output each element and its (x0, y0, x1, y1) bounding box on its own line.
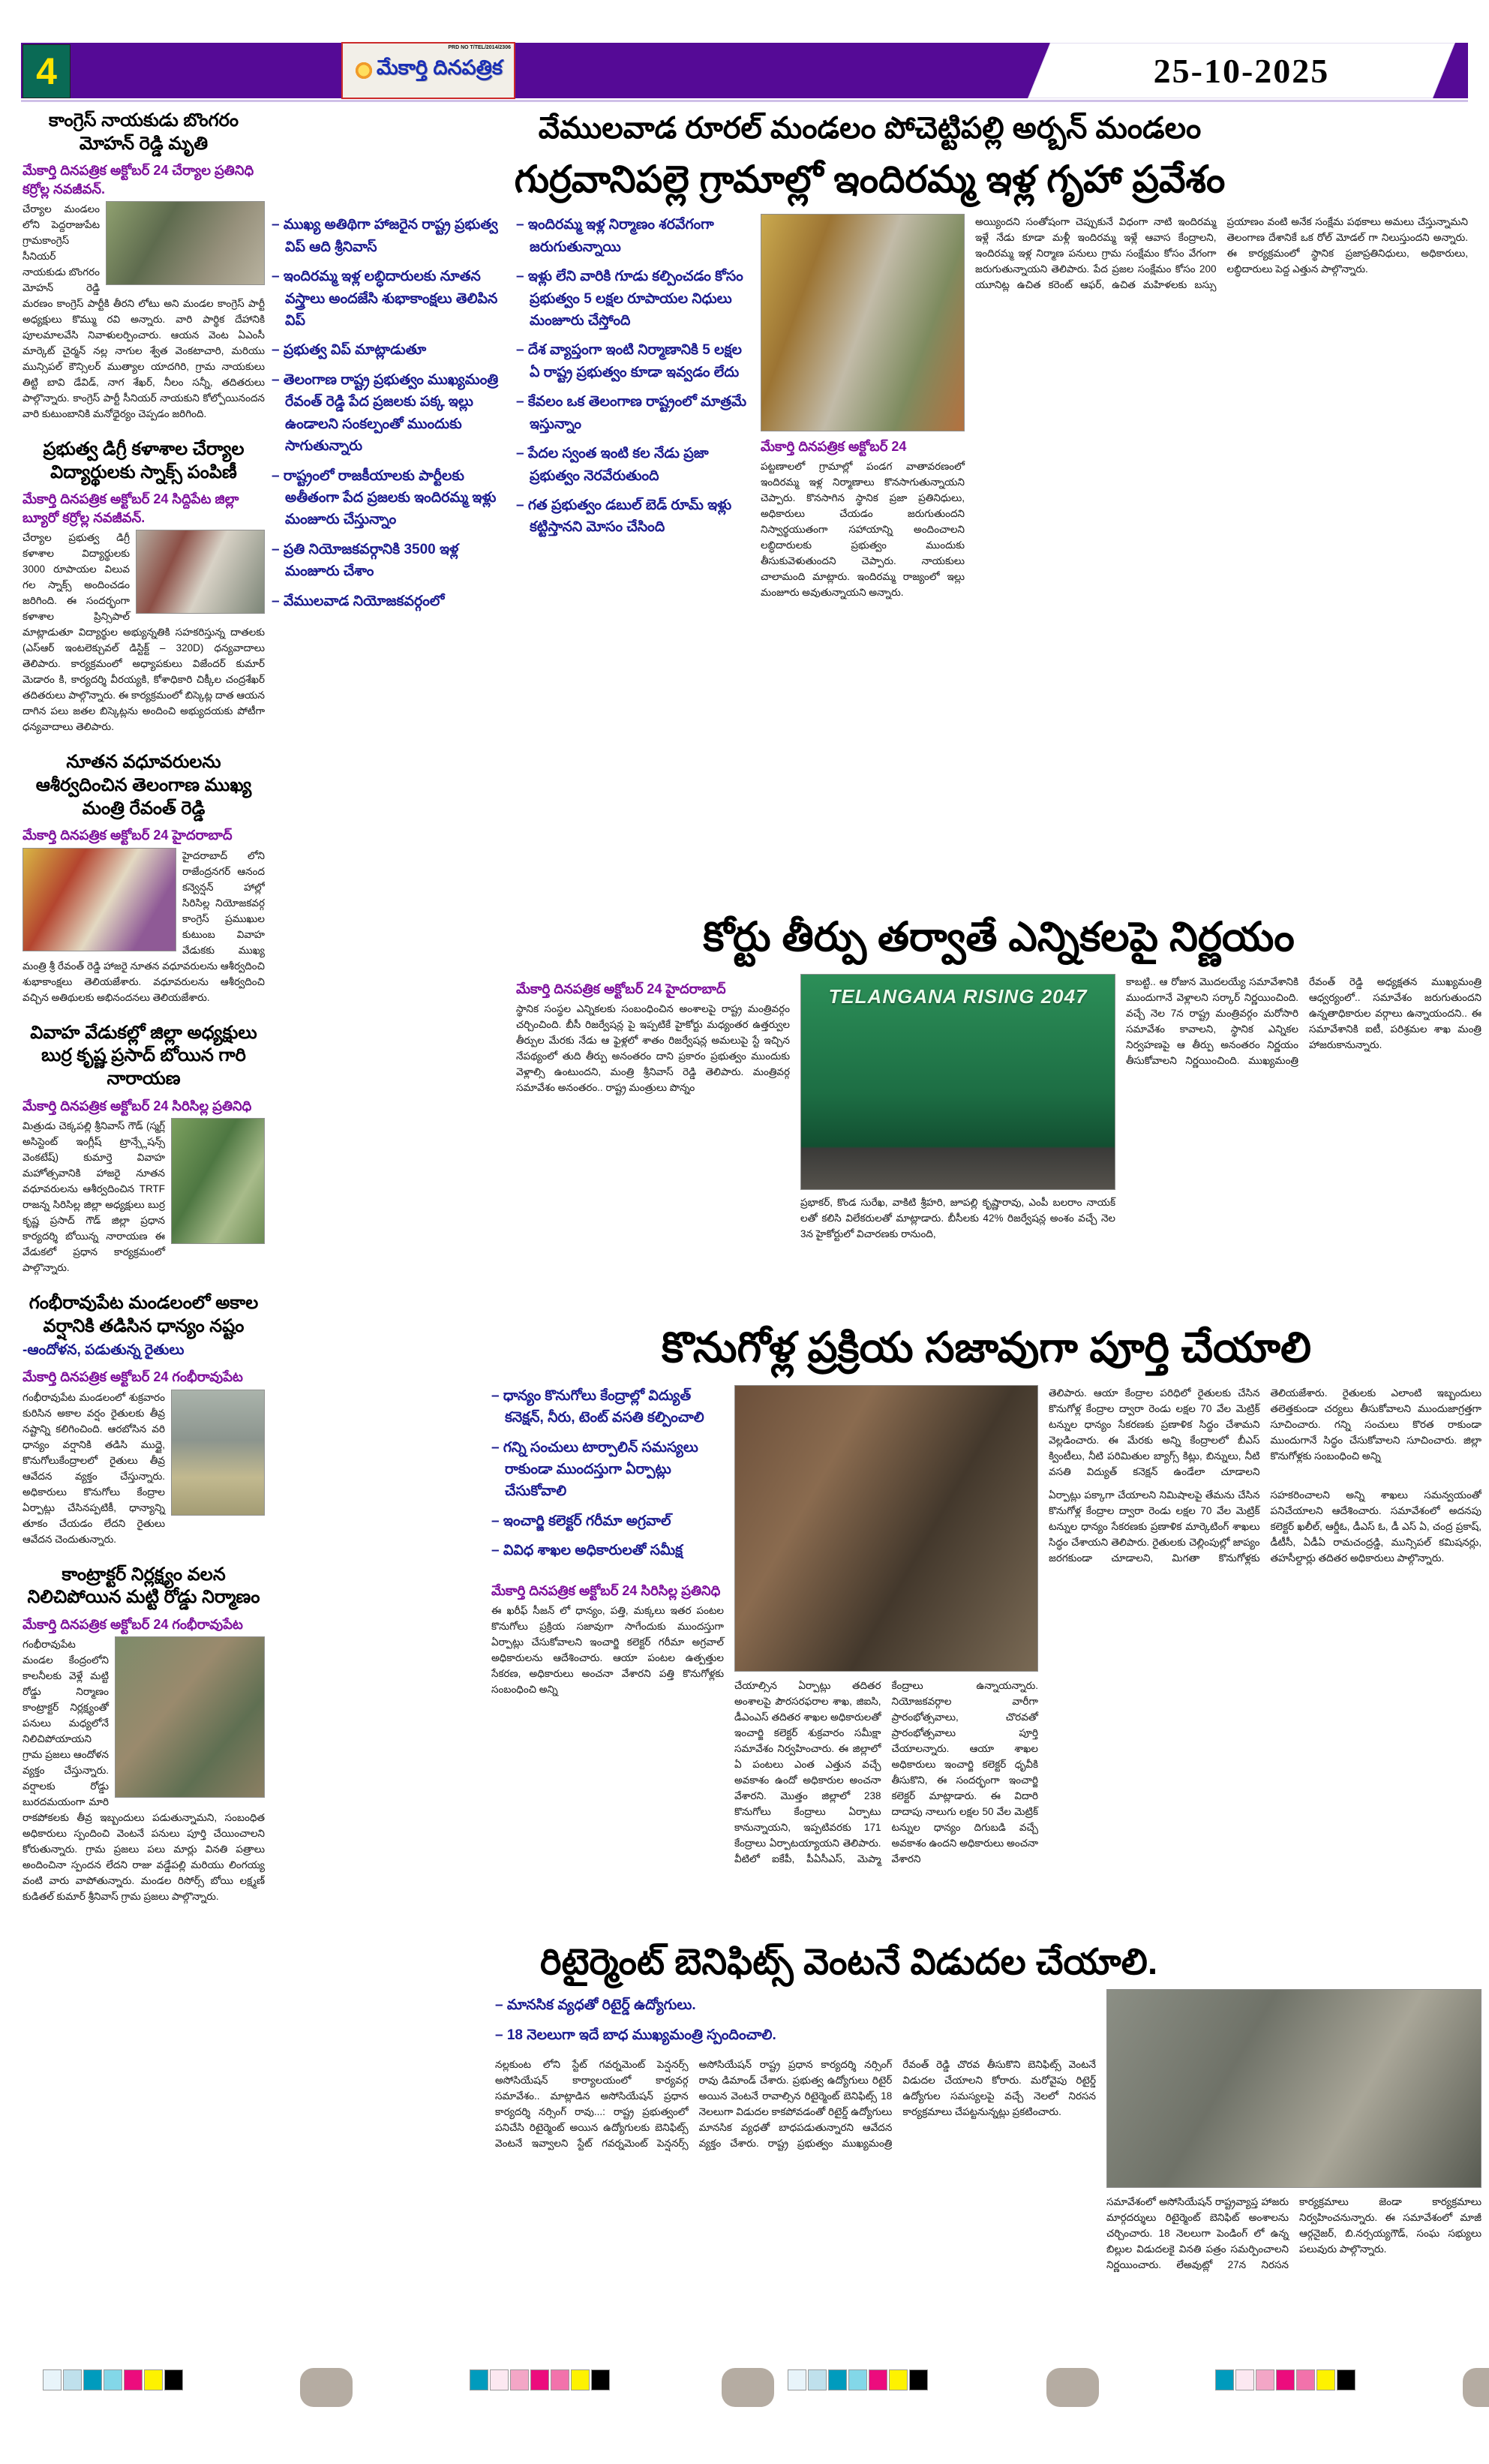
bullet-item: – ప్రతి నియోజకవర్గానికి 3500 ఇళ్ల మంజూరు చేశాం (285, 539, 506, 583)
color-swatch (124, 2369, 143, 2390)
issue-date: 25-10-2025 (1153, 51, 1330, 90)
procurement-body-right: తెలిపారు. ఆయా కేంద్రాల పరిధిలో రైతులకు చేసిన కొనుగోళ్ల కేంద్రాల ద్వారా రెండు లక్షల 70 వేల మెట్రిక్ టన్నుల ధాన్యం సేకరణకు ప్రణాళిక సిద్ధం చేశామని వెల్లడించారు. ఈ మేరకు అన్ని కేంద్రాలలో బీఎస్ క్వింటీలు, నీటి పరిమితుల బ్యాగ్స్ కిట్లు, బిన్నులు, నీటి వసతి విద్యుత్ కనెక్షన్ ఉండేలా చూడాలని తెలియజేశారు. రైతులకు ఎలాంటి ఇబ్బందులు తలెత్తకుండా చర్యలు తీసుకోవాలని ముందుజాగ్రత్తగా సూచించారు. గన్ని సంచులు కొరత రాకుండా ముందుగానే సిద్ధం చేసుకోవాలని సూచించారు. జిల్లా కొనుగోళ్లకు సంబంధించి అన్ని (1049, 1387, 1481, 1477)
page-number (23, 44, 71, 98)
page-number-text: 4 (36, 50, 57, 92)
retirement-body-left: నల్లకుంట లోని స్టేట్ గవర్నమెంట్ పెన్షనర్స్ అసోసియేషన్ కార్యాలయంలో కార్యవర్గ సమావేశం.. మాట్లాడిన అసోసియేషన్ ప్రధాన కార్యదర్శి నర్సింగ్ రావు...: రాష్ట్ర ప్రభుత్వంలో పనిచేసి రిటైర్మెంట్ అయిన ఉద్యోగులకు బెనిఫిట్స్ వెంటనే ఇవ్వాలని స్టేట్ గవర్నమెంట్ పెన్షనర్స్ అసోసియేషన్ రాష్ట్ర ప్రధాన కార్యదర్శి నర్సింగ్ రావు డిమాండ్ చేశారు. ప్రభుత్వ ఉద్యోగులు రిటైర్ అయిన వెంటనే రావాల్సిన రిటైర్మెంట్ బెనిఫిట్స్ 18 నెలలుగా విడుదల కాకపోవడంతో రిటైర్డ్ ఉద్యోగులు మానసిక వ్యధతో బాధపడుతున్నారని ఆవేదన వ్యక్తం చేశారు. రాష్ట్ర ప్రభుత్వం ముఖ్యమంత్రి రేవంత్ రెడ్డి చొరవ తీసుకొని బెనిఫిట్స్ వెంటనే విడుదల చేయాలని కోరారు. మరోవైపు రిటైర్డ్ ఉద్యోగుల సమస్యలపై వచ్చే నెలలో నిరసన కార్యక్రమాలు చేపట్టనున్నట్లు ప్రకటించారు. (495, 2059, 1096, 2150)
photo-pensioners-meeting (1106, 1989, 1481, 2188)
lead-photo-dateline: మేకార్తి దినపత్రిక అక్టోబర్ 24 (761, 439, 907, 455)
bullet-item: – తెలంగాణ రాష్ట్ర ప్రభుత్వం ముఖ్యమంత్రి రేవంత్ రెడ్డి పేద ప్రజలకు పక్క ఇల్లు ఉండాలని సంకల్పంతో ముందుకు సాగుతున్నారు (285, 369, 506, 458)
procurement-body-left: ఈ ఖరీఫ్ సీజన్ లో ధాన్యం, పత్తి, మక్కలు ఇతర పంటల కొనుగోలు ప్రక్రియ సజావుగా సాగేందుకు ముందస్తుగా ఏర్పాట్లు చేసుకోవాలని ఇంచార్జి కలెక్టర్ గరీమా అగ్రవాల్ అధికారులను ఆదేశించారు. ఆయా పంటల ఉత్పత్తుల సేకరణ, అధికారులు అంచనా వేశారని పత్తి కొనుగోళ్లకు సంబంధించి అన్ని (491, 1605, 724, 1696)
date-plate (1028, 43, 1455, 98)
photo-funeral-tribute (106, 201, 265, 285)
photo-mud-road (115, 1636, 265, 1798)
color-swatch (1296, 2369, 1315, 2390)
bullet-item: – మానసిక వ్యధతో రిటైర్డ్ ఉద్యోగులు. (509, 1994, 1481, 2016)
masthead-logo (341, 42, 515, 99)
photo-wet-paddy (171, 1390, 265, 1516)
article-stalled-road-work (23, 1564, 265, 1905)
color-bar-group (788, 2369, 928, 2390)
color-swatch (591, 2369, 610, 2390)
registration-capsule (1046, 2368, 1099, 2407)
article-district-presidents-wedding (23, 1022, 265, 1276)
article-dateline: మేకార్తి దినపత్రిక అక్టోబర్ 24 గంభీరావుపేట (23, 1617, 243, 1633)
bullet-item: – ముఖ్య అతిథిగా హాజరైన రాష్ట్ర ప్రభుత్వ విప్ ఆది శ్రీనివాస్ (285, 214, 506, 258)
article-dateline: మేకార్తి దినపత్రిక అక్టోబర్ 24 గంభీరావుపేట (23, 1369, 243, 1385)
article-headline: గంభీరావుపేట మండలంలో అకాల వర్షానికి తడిసిన ధాన్యం నష్టం (29, 1292, 259, 1336)
registration-capsule (300, 2368, 353, 2407)
color-swatch (808, 2369, 827, 2390)
article-snacks-distribution (23, 438, 265, 735)
article-rain-damaged-paddy (23, 1292, 265, 1547)
lead-headline-line2: గుర్రవానిపల్లె గ్రామాల్లో ఇందిరమ్మ ఇళ్ల గృహా ప్రవేశం (514, 158, 1226, 201)
lead-body-col2: అయ్యిందని సంతోషంగా చెప్పుకునే విధంగా నాటి ఇందిరమ్మ ఇళ్లే నేడు కూడా మళ్లీ ఇందిరమ్మ ఇళ్లే ఆవాస కేంద్రాలని, ఇందిరమ్మ ఇళ్ల నిర్మాణ పనులు గ్రామ సంక్షేమం కోసం వేగంగా జరుగుతున్నాయని తెలిపారు. పేద ప్రజల సంక్షేమం కోసం 200 యూనిట్ల ఉచిత కరెంట్ ఆఫర్, ఉచిత మహిళలకు బస్సు ప్రయాణం వంటి అనేక సంక్షేమ పథకాలు అమలు చేస్తున్నామని తెలంగాణ దేశానికే ఒక రోల్ మోడల్ గా నిలుస్తుందని అన్నారు. ఈ కార్యక్రమంలో స్థానిక ప్రజాప్రతినిధులు, అధికారులు, లబ్ధిదారులు పెద్ద ఎత్తున పాల్గొన్నారు. (975, 216, 1468, 291)
article-headline: నూతన వధూవరులను ఆశీర్వదించిన తెలంగాణ ముఖ్య మంత్రి రేవంత్ రెడ్డి (35, 752, 252, 819)
color-swatch (104, 2369, 122, 2390)
lead-bullets-col1 (272, 214, 506, 620)
procurement-headline: కొనుగోళ్ల ప్రక్రియ సజావుగా పూర్తి చేయాలి (661, 1324, 1312, 1371)
header-underline (21, 100, 1468, 102)
color-swatch (788, 2369, 806, 2390)
article-headline: కాంట్రాక్టర్ నిర్లక్ష్యం వలన నిలిచిపోయిన మట్టి రోడ్డు నిర్మాణం (27, 1564, 260, 1608)
photo-press-meet-telangana-rising (800, 974, 1115, 1190)
bullet-item: – గత ప్రభుత్వం డబుల్ బెడ్ రూమ్ ఇళ్లు కట్టిస్తానని మోసం చేసింది (530, 494, 750, 539)
color-swatch (164, 2369, 183, 2390)
procurement-photo-column (734, 1385, 1038, 1867)
article-body: మిత్రుడు చెక్కపల్లి శ్రీనివాస్ గౌడ్ (స్మగ్ల్ అసిస్టెంట్ ఇంగ్లీష్ ట్రాన్స్లేషన్స్ వెంకటేష్) కుమార్తె వివాహ మహోత్సవానికి హాజరై నూతన వధూవరులను ఆశీర్వదించిన TRTF రాజన్న సిరిసిల్ల జిల్లా అధ్యక్షులు బుర్ర కృష్ణ ప్రసాద్ గౌడ్ జిల్లా ప్రధాన కార్యదర్శి బోయిన్న నారాయణ ఈ వేడుకలో ప్రధాన కార్యక్రమంలో పాల్గొన్నారు. (23, 1118, 265, 1276)
color-swatch (43, 2369, 62, 2390)
court-photo-caption: ప్రభాకర్, కొండ సురేఖ, వాకిటి శ్రీహరి, జూపల్లి కృష్ణారావు, ఎంపీ బలరాం నాయక్ లతో కలిసి విలేకరులతో మాట్లాడారు. బీసీలకు 42% రిజర్వేషన్ల అంశం వచ్చే నెల 3న హైకోర్టులో విచారణకు రానుంది, (800, 1197, 1115, 1240)
article-retirement-benefits (495, 1940, 1481, 2358)
article-headline: వివాహ వేడుకల్లో జిల్లా అధ్యక్షులు బుర్ర కృష్ణ ప్రసాద్ బోయిన గారి నారాయణ (30, 1022, 257, 1089)
color-swatch (1215, 2369, 1234, 2390)
procurement-bullets-column (491, 1385, 724, 1697)
procurement-dateline: మేకార్తి దినపత్రిక అక్టోబర్ 24 సిరిసిల్ల ప్రతినిధి (491, 1582, 721, 1598)
left-column (23, 110, 265, 2360)
color-swatch (490, 2369, 509, 2390)
lead-bullets-col2 (516, 214, 750, 546)
color-swatch (848, 2369, 867, 2390)
bullet-item: – ప్రభుత్వ విప్ మాట్లాడుతూ (285, 339, 506, 361)
color-swatch (1316, 2369, 1335, 2390)
court-left-column (516, 974, 790, 1095)
article-body: గంభీరావుపేట మండలంలో శుక్రవారం కురిసిన అకాల వర్షం రైతులకు తీవ్ర నష్టాన్ని కలిగించింది. ఆరబోసిన వరి ధాన్యం వర్షానికి తడిసి ముద్దై, కొనుగోలుకేంద్రాలలో రైతులు తీవ్ర ఆవేదన వ్యక్తం చేస్తున్నారు. అధికారులు కొనుగోలు కేంద్రాల ఏర్పాట్లు చేసినప్పటికీ, ధాన్యాన్ని తూకం చేయడం లేదని రైతులు ఆవేదన చెందుతున్నారు. (23, 1390, 265, 1547)
color-swatch (530, 2369, 549, 2390)
bullet-item: – వివిధ శాఖల అధికారులతో సమీక్ష (505, 1540, 724, 1561)
court-photo-column (800, 974, 1115, 1242)
article-court-verdict-elections (516, 912, 1481, 1318)
photo-wedding-guests (171, 1118, 265, 1244)
color-swatch (83, 2369, 102, 2390)
bullet-item: – వేములవాడ నియోజకవర్గంలో (285, 590, 506, 612)
color-bar-group (43, 2369, 183, 2390)
color-swatch (144, 2369, 163, 2390)
article-headline: కాంగ్రెస్ నాయకుడు బొంగరం మోహన్ రెడ్డి మృతి (48, 110, 239, 154)
lead-headline-line1: వేములవాడ రూరల్ మండలం పోచెట్టిపల్లి అర్బన్ మండలం (538, 112, 1202, 145)
bullet-item: – ఇళ్లు లేని వారికి గూడు కల్పించడం కోసం ప్రభుత్వం 5 లక్షల రూపాయల నిధులు మంజూరు చేస్తోంది (530, 266, 750, 332)
photo-collector-review-meeting (734, 1385, 1038, 1672)
photo-backdrop-text: TELANGANA RISING 2047 (828, 985, 1088, 1008)
article-cm-blesses-couple (23, 751, 265, 1005)
photo-snacks-distribution (136, 530, 265, 614)
color-swatch (909, 2369, 928, 2390)
color-swatch (1337, 2369, 1355, 2390)
court-body-left: స్థానిక సంస్థల ఎన్నికలకు సంబంధించిన అంశాలపై రాష్ట్ర మంత్రివర్గం చర్చించింది. బీసీ రిజర్వేషన్ల పై ఇప్పటికే హైకోర్టు మధ్యంతర ఉత్తర్వుల తీర్పుల మేరకు నేడు ఆ ఫైళ్లలో శాతం రిజర్వేషన్ల అమలుపై స్టే ఇచ్చిన నేపథ్యంలో తుది తీర్పు అనంతరం దాని ప్రకారం ప్రభుత్వం ముందుకు వెళ్లాల్సి ఉంటుందని, మంత్రి శ్రీనివాస్ రెడ్డి తెలిపారు. మంత్రివర్గ సమావేశం అనంతరం.. రాష్ట్ర మంత్రులు పొన్నం (516, 1003, 790, 1094)
article-indiramma-housewarming (272, 110, 1468, 906)
retirement-body-right: సమావేశంలో అసోసియేషన్ రాష్ట్రవ్యాప్త హాజరు మార్గదర్శులు రిటైర్మెంట్ బెనిఫిట్ అంశాలను చర్చించారు. 18 నెలలుగా పెండింగ్ లో ఉన్న బిల్లుల విడుదలకై వినతి పత్రం సమర్పించాలని నిర్ణయించారు. లేఅవుట్లో 27న నిరసన కార్యక్రమాలు జెండా కార్యక్రమాలు నిర్వహించనున్నారు. ఈ సమావేశంలో మాజీ ఆర్గనైజర్, బి.నర్సయ్యగౌడ్, సంఘ సభ్యులు పలువురు పాల్గొన్నారు. (1106, 2196, 1481, 2271)
retirement-headline: రిటైర్మెంట్ బెనిఫిట్స్ వెంటనే విడుదల చేయాలి. (540, 1943, 1158, 1982)
color-swatch (470, 2369, 488, 2390)
color-bar-group (470, 2369, 610, 2390)
color-swatch (551, 2369, 569, 2390)
article-dateline: మేకార్తి దినపత్రిక అక్టోబర్ 24 చేర్యాల ప్రతినిధి కర్రోల్ల నవజీవన్. (23, 163, 254, 197)
article-body: చేర్యాల ప్రభుత్వ డిగ్రీ కళాశాల విద్యార్థులకు 3000 రూపాయల విలువ గల స్నాక్స్ అందించడం జరిగింది. ఈ సందర్భంగా కళాశాల ప్రిన్సిపాల్ మాట్లాడుతూ విద్యార్థుల అభ్యున్నతికి సహకరిస్తున్న దాతలకు (ఎస్ఆర్ ఇంటలెక్చువల్ డిస్టిక్ట్ – 320D) ధన్యవాదాలు తెలిపారు. కార్యక్రమంలో అధ్యాపకులు విజేందర్ కుమార్ మెడారం కి, కార్యదర్శి వీరయ్యకి, కోశాధికారి చిక్కీల చంద్రశేఖర్ తదితరులు పాల్గొన్నారు. ఈ కార్యక్రమంలో బిస్కెట్ల దాత ఆయన దాగిన పలు జతల బిస్కెట్లను అందించి అభ్యుదయకు పోటీగా ధన్యవాదాలు తెలిపారు. (23, 530, 265, 735)
color-swatch (889, 2369, 908, 2390)
photo-housewarming (761, 214, 965, 431)
procurement-body-mid: చేయాల్సిన ఏర్పాట్లు తదితర అంశాలపై పౌరసరఫరాల శాఖ, జిఐసి, డీఎంఎస్ తదితర శాఖల అధికారులతో ఇంచార్జి కలెక్టర్ శుక్రవారం సమీక్షా సమావేశం నిర్వహించారు. ఈ జిల్లాలో ఏ పంటలు ఎంత ఎత్తున వచ్చే అవకాశం ఉందో అధికారుల అంచనా వేశారని. మొత్తం జిల్లాలో 238 కొనుగోలు కేంద్రాలు ఏర్పాటు కానున్నాయని, ఇప్పటివరకు 171 కేంద్రాలు ఏర్పాటయ్యాయని తెలిపారు. వీటిలో ఐకేపీ, పీఏసీఎస్, మెప్మా కేంద్రాలు ఉన్నాయన్నారు. నియోజకవర్గాల వారీగా ప్రారంభోత్సవాలు, చొరవతో ప్రారంభోత్సవాలు పూర్తి చేయాలన్నారు. ఆయా శాఖల అధికారులు ఇంచార్జి కలెక్టర్ ధృవీకి తీసుకొని, ఈ సందర్భంగా ఇంచార్జి కలెక్టర్ మాట్లాడారు. ఈ విదారి దాదాపు నాలుగు లక్షల 50 వేల మెట్రిక్ టన్నుల ధాన్యం దిగుబడి వచ్చే అవకాశం ఉందని అధికారులు అంచనా వేశారని (734, 1679, 1038, 1865)
bullet-item: – ఇంచార్జి కలెక్టర్ గరీమా అగ్రవాల్ (505, 1510, 724, 1532)
color-swatch (1235, 2369, 1254, 2390)
color-swatch (571, 2369, 590, 2390)
bullet-item: – పేదల స్వంత ఇంటి కల నేడు ప్రజా ప్రభుత్వం నెరవేరుతుంది (530, 443, 750, 487)
color-swatch (869, 2369, 887, 2390)
bullet-item: – గన్ని సంచులు టార్పాలిన్ సమస్యలు రాకుండా ముందస్తుగా ఏర్పాట్లు చేసుకోవాలి (505, 1437, 724, 1503)
bullet-item: – ఇందిరమ్మ ఇళ్ల నిర్మాణం శరవేగంగా జరుగుతున్నాయి (530, 214, 750, 258)
sun-logo-icon (354, 61, 374, 80)
court-body-right: కాబట్టి.. ఆ రోజున మొదలయ్యే సమావేశానికి ముందుగానే వెళ్లాలని సర్కార్ నిర్ణయించింది. వచ్చే నెల 7న రాష్ట్ర మంత్రివర్గం మరోసారి సమావేశం కావాలని, స్థానిక ఎన్నికల నిర్వహణపై ఆ తీర్పు అనంతరం నిర్ణయం తీసుకోవాలని నిర్ణయించింది. ముఖ్యమంత్రి రేవంత్ రెడ్డి అధ్యక్షతన ముఖ్యమంత్రి ఆధ్వర్యంలో.. సమావేశం జరుగుతుందని ఉన్నతాధికారుల వర్గాలు ఉన్నాయందని.. ఈ సమావేశానికి ఐటీ, పరిశ్రమల శాఖ మంత్రి హాజరుకానున్నారు. (1126, 976, 1481, 1067)
masthead-title: మేకార్తి దినపత్రిక (377, 56, 503, 79)
procurement-body-far: ఏర్పాట్లు పక్కాగా చేయాలని నిమిషాలపై తేమను చేసిన కొనుగోళ్ల కేంద్రాల ద్వారా రెండు లక్షల 70 వేల మెట్రిక్ టన్నుల ధాన్యం సేకరణకు ప్రణాళిక మార్కెటింగ్ శాఖలు సిద్ధం చేశాయని తెలిపారు. రైతులకు చెల్లింపుల్లో జాప్యం జరగకుండా చూడాలని, మిగతా కొనుగోళ్లకు సహకరించాలని అన్ని శాఖలు సమన్వయంతో పనిచేయాలని ఆదేశించారు. సమావేశంలో అదనపు కలెక్టర్ ఖలీల్, ఆర్డీఓ, డీఎస్ ఓ, డీ ఎస్ ఏ, చంద్ర ప్రకాష్, డీటీసీ, ఏడీఏ రామచంద్రడ్డి, మున్సిపల్ కమిషనర్లు, తహసీల్దార్లు తదితర అధికారులు పాల్గొన్నారు. (1049, 1489, 1481, 1564)
court-dateline: మేకార్తి దినపత్రిక అక్టోబర్ 24 హైదరాబాద్ (516, 981, 726, 997)
print-registration-marks (0, 2369, 1489, 2414)
color-swatch (63, 2369, 82, 2390)
article-procurement-review (491, 1321, 1481, 1934)
bullet-item: – 18 నెలలుగా ఇదే బాధ ముఖ్యమంత్రి స్పందించాలి. (509, 2024, 1481, 2046)
article-dateline: మేకార్తి దినపత్రిక అక్టోబర్ 24 సిరిసిల్ల ప్రతినిధి (23, 1098, 252, 1113)
retirement-photo-column (1106, 2057, 1481, 2273)
bullet-item: – దేశ వ్యాప్తంగా ఇంటి నిర్మాణానికి 5 లక్షల ఏ రాష్ట్ర ప్రభుత్వం కూడా ఇవ్వడం లేదు (530, 339, 750, 383)
procurement-bullets (491, 1385, 724, 1562)
article-congress-leader-death (23, 110, 265, 422)
article-dateline: మేకార్తి దినపత్రిక అక్టోబర్ 24 హైదరాబాద్ (23, 828, 233, 843)
bullet-item: – కేవలం ఒక తెలంగాణ రాష్ట్రంలో మాత్రమే ఇస్తున్నాం (530, 391, 750, 435)
photo-cm-wedding (23, 848, 176, 951)
bullet-item: – ఇందిరమ్మ ఇళ్ల లబ్ధిదారులకు నూతన వస్త్రాలు అందజేసి శుభాకాంక్షలు తెలిపిన విప్ (285, 266, 506, 332)
color-swatch (828, 2369, 847, 2390)
article-body: గంభీరావుపేట మండల కేంద్రంలోని కాలనీలకు వెళ్లే మట్టి రోడ్డు నిర్మాణం కాంట్రాక్టర్ నిర్లక్ష్యంతో పనులు మధ్యలోనే నిలిచిపోయాయని గ్రామ ప్రజలు ఆందోళన వ్యక్తం చేస్తున్నారు. వర్షాలకు రోడ్డు బురదమయంగా మారి రాకపోకలకు తీవ్ర ఇబ్బందులు పడుతున్నామని, సంబంధిత అధికారులు స్పందించి వెంటనే పనులు పూర్తి చేయించాలని కోరుతున్నారు. గ్రామ ప్రజలు పలు మార్లు వినతి పత్రాలు అందించినా స్పందన లేదని రాజు వడ్డేపల్లి మరియు లింగయ్య వంటి వారు వాపోతున్నారు. మండల రిసోర్స్ బోయి లక్ష్మణ్ కుడితల్ కుమార్ శ్రీనివాస్ గ్రామ ప్రజలు పాల్గొన్నారు. (23, 1636, 265, 1904)
registration-capsule (1463, 2368, 1489, 2407)
masthead-reg-no: PRD NO T/TEL/2014/2306 (448, 45, 511, 50)
color-swatch (510, 2369, 529, 2390)
color-swatch (1276, 2369, 1295, 2390)
article-body: చేర్యాల మండలం లోని పెద్దరాజుపేట గ్రామకాంగ్రెస్ సీనియర్ నాయకుడు బొంగరం మోహన్ రెడ్డి మరణం కాంగ్రెస్ పార్టీకి తీరని లోటు అని మండల కాంగ్రెస్ పార్టీ అధ్యక్షులు కొమ్ము రవి అన్నారు. వారి పార్థిక దేహానికి పూలమాలవేసి నివాళులర్పించారు. ఆయన వెంట ఏఎంసీ మార్కెట్ చైర్మన్ నల్ల నాగుల శ్వేత వెంకటాచారి, మరియు మున్సిపల్ కౌన్సిలర్ ముత్యాల యాదగిరి, గ్రామ నాయకులు తిట్టి బావి డేవిడ్, నాగ శేఖర్, నీలం సన్నీ, తదితరులు పాల్గొన్నారు. కాంగ్రెస్ పార్టీ సీనియర్ నాయకుని కోల్పోయినందన వారి కుటుంబానికి మనోధైర్యం చెప్పడం జరిగింది. (23, 201, 265, 422)
procurement-right-columns (1049, 1385, 1481, 1566)
bullet-item: – ధాన్యం కొనుగోలు కేంద్రాల్లో విద్యుత్ కనెక్షన్, నీరు, టెంట్ వసతి కల్పించాలి (505, 1385, 724, 1429)
article-subhead: -ఆందోళన, పడుతున్న రైతులు (23, 1342, 185, 1359)
court-headline: కోర్టు తీర్పు తర్వాతే ఎన్నికలపై నిర్ణయం (703, 915, 1295, 960)
article-dateline: మేకార్తి దినపత్రిక అక్టోబర్ 24 సిద్దిపేట జిల్లా బ్యూరో కర్రోల్ల నవజీవన్. (23, 491, 239, 525)
article-body: హైదరాబాద్ లోని రాజేంద్రనగర్ ఆనంద కన్వెన్షన్ హాల్లో సిరిసిల్ల నియోజకవర్గ కాంగ్రెస్ ప్రముఖుల కుటుంబ వివాహ వేడుకకు ముఖ్య మంత్రి శ్రీ రేవంత్ రెడ్డి హాజరై నూతన వధూవరులను ఆశీర్వదించి శుభాకాంక్షలు తెలియజేశారు. వధూవరులను ఆశీర్వదించి వచ్చిన అతిథులకు అభినందనలు తెలియజేశారు. (23, 848, 265, 1005)
registration-capsule (722, 2368, 774, 2407)
lead-body-col1: పట్టణాలలో గ్రామాల్లో పండగ వాతావరణంలో ఇందిరమ్మ ఇళ్ల నిర్మాణాలు కొనసాగుతున్నాయని చెప్పారు. కొనసాగిన స్థానిక ప్రజా ప్రతినిధులు, అధికారులు చేయడం జరుగుతుందని నిస్వార్థయుతంగా సహాయాన్ని అందించాలని లబ్ధిదారులకు ప్రభుత్వం ముందుకు తీసుకువెళుతుందని చెప్పారు. నాయకులు చాలామంది మాట్లారు. ఇందిరమ్మ రాజ్యంలో ఇల్లు మంజూరు అవుతున్నాయని అన్నారు. (761, 461, 965, 599)
color-swatch (1256, 2369, 1274, 2390)
bullet-item: – రాష్ట్రంలో రాజకీయాలకు పార్టీలకు అతీతంగా పేద ప్రజలకు ఇందిరమ్మ ఇళ్లు మంజూరు చేస్తున్నాం (285, 465, 506, 531)
lead-photo-column (761, 214, 965, 600)
color-bar-group (1215, 2369, 1355, 2390)
article-headline: ప్రభుత్వ డిగ్రీ కళాశాల చేర్యాల విద్యార్థులకు స్నాక్స్ పంపిణీ (43, 439, 245, 482)
